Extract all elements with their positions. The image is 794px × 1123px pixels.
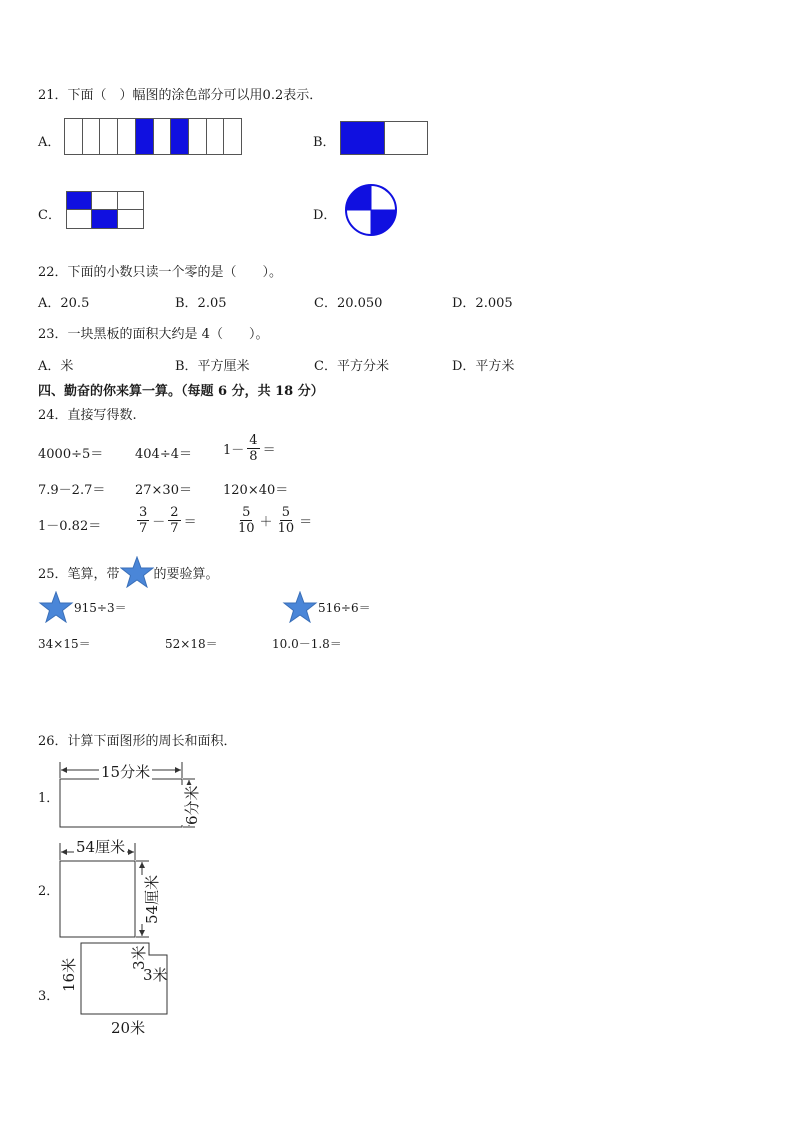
fraction-numerator: 4: [249, 433, 258, 448]
q26-figure-3-notch-vertical-label: 3米: [130, 945, 148, 970]
equals: ＝: [299, 515, 313, 530]
q21-figure-c-cell: [92, 192, 117, 210]
operator: －: [152, 515, 166, 530]
q21-figure-a-cell: [189, 119, 207, 154]
q23-option-b: B．平方厘米: [175, 359, 250, 374]
q21-figure-a-cell: [207, 119, 225, 154]
q21-figure-a-cell: [100, 119, 118, 154]
q21-figure-d-quarter-1: [346, 185, 371, 210]
q21-option-a-label: A．: [38, 135, 61, 150]
q25-item-5: 10.0－1.8＝: [272, 637, 342, 651]
fraction-numerator: 3: [139, 505, 148, 520]
q26-figure-2-side-label: 54厘米: [143, 874, 161, 924]
star-icon: [38, 591, 74, 623]
q23-stem: 23．一块黑板的面积大约是 4（ ）。: [38, 327, 269, 342]
q22-stem: 22．下面的小数只读一个零的是（ ）。: [38, 265, 283, 280]
q25-stem-post: 的要验算。: [153, 566, 219, 582]
equals: ＝: [183, 515, 197, 530]
q25-item-3: 34×15＝: [38, 637, 91, 651]
q21-figure-a-cell: [118, 119, 136, 154]
q21-figure-c: [66, 191, 144, 229]
q21-figure-c-cell: [118, 192, 143, 210]
q21-figure-c-cell: [118, 210, 143, 228]
q24-r1c2: 404÷4＝: [135, 447, 192, 462]
q21-option-c-label: C．: [38, 208, 61, 223]
q26-figure-3-left-label: 16米: [60, 957, 78, 992]
fraction: [137, 505, 149, 536]
q21-figure-c-cell-filled: [92, 210, 117, 228]
fraction-denominator: 10: [277, 521, 295, 536]
fraction-numerator: 2: [170, 505, 179, 520]
q23-option-d: D．平方米: [452, 359, 515, 374]
q26-label-2: 2．: [38, 884, 60, 899]
q24-r1c1: 4000÷5＝: [38, 447, 104, 462]
q24-stem: 24．直接写得数.: [38, 408, 137, 423]
fraction-numerator: 5: [242, 505, 251, 520]
q26-label-3: 3．: [38, 989, 60, 1004]
q21-figure-d: [344, 181, 398, 239]
q25-stem-pre: 25．笔算，带: [38, 566, 120, 582]
star-icon: [120, 556, 154, 588]
q21-figure-b: [340, 121, 428, 155]
fraction-denominator: 7: [139, 521, 148, 536]
q23-option-a: A．米: [38, 359, 74, 374]
q25-item-1: [38, 591, 127, 623]
q21-figure-b-filled: [341, 122, 385, 154]
q26-figure-1-top-label: 15分米: [101, 763, 151, 781]
q22-option-d: D．2.005: [452, 296, 513, 311]
fraction-denominator: 10: [238, 521, 255, 536]
q21-stem: 21．下面（ ）幅图的涂色部分可以用0.2表示．: [38, 88, 323, 103]
q25-item-2: [282, 591, 371, 623]
q26-stem: 26．计算下面图形的周长和面积．: [38, 734, 237, 749]
q26-label-1: 1．: [38, 791, 60, 806]
q24-r1c3-pre: 1－: [223, 443, 245, 458]
q24-r1c3-post: ＝: [262, 443, 276, 458]
q25-item-2-text: 516÷6＝: [318, 600, 371, 615]
fraction-denominator: 7: [170, 521, 179, 536]
fraction: [236, 505, 257, 536]
fraction: [276, 505, 297, 536]
q21-figure-a-cell: [224, 119, 241, 154]
q21-figure-a-cell: [83, 119, 101, 154]
q25-item-1-text: 915÷3＝: [74, 600, 127, 615]
q21-figure-d-quarter-2: [371, 210, 396, 235]
q24-r2c2: 27×30＝: [135, 483, 192, 498]
q22-option-a: A．20.5: [38, 296, 90, 311]
q21-figure-b-empty: [385, 122, 428, 154]
operator: ＋: [259, 515, 273, 530]
q24-r2c1: 7.9－2.7＝: [38, 483, 106, 498]
q26-figure-3-notch-horizontal-label: 3米: [143, 966, 168, 984]
q24-r1c3-fraction: [247, 433, 259, 464]
fraction: [168, 505, 180, 536]
section-4-title: 四、勤奋的你来算一算。（每题 6 分，共 18 分）: [38, 384, 324, 399]
q26-figure-1-side-label: 6分米: [183, 785, 201, 825]
q21-figure-a-cell: [154, 119, 172, 154]
fraction-numerator: 5: [281, 505, 290, 520]
star-icon: [282, 591, 318, 623]
q24-r2c3: 120×40＝: [223, 483, 289, 498]
q24-r1c3: [223, 433, 276, 464]
q26-figure-3-bottom-label: 20米: [111, 1019, 146, 1037]
q22-option-b: B．2.05: [175, 296, 227, 311]
q24-r3c3: [236, 505, 312, 536]
q21-figure-c-cell: [67, 210, 92, 228]
q21-option-b-label: B．: [313, 135, 336, 150]
q24-r3c1: 1－0.82＝: [38, 519, 102, 534]
q21-figure-a-cell: [65, 119, 83, 154]
q24-r3c2: [137, 505, 197, 536]
q23-option-c: C．平方分米: [314, 359, 389, 374]
q25-stem: [38, 556, 219, 588]
q21-figure-a-cell-filled: [136, 119, 154, 154]
q21-option-d-label: D．: [313, 208, 337, 223]
q21-figure-a: [64, 118, 242, 155]
q22-option-c: C．20.050: [314, 296, 383, 311]
q25-item-4: 52×18＝: [165, 637, 218, 651]
q21-figure-c-cell-filled: [67, 192, 92, 210]
q21-figure-a-cell-filled: [171, 119, 189, 154]
fraction-denominator: 8: [249, 449, 258, 464]
q26-figure-2-top-label: 54厘米: [76, 838, 126, 856]
